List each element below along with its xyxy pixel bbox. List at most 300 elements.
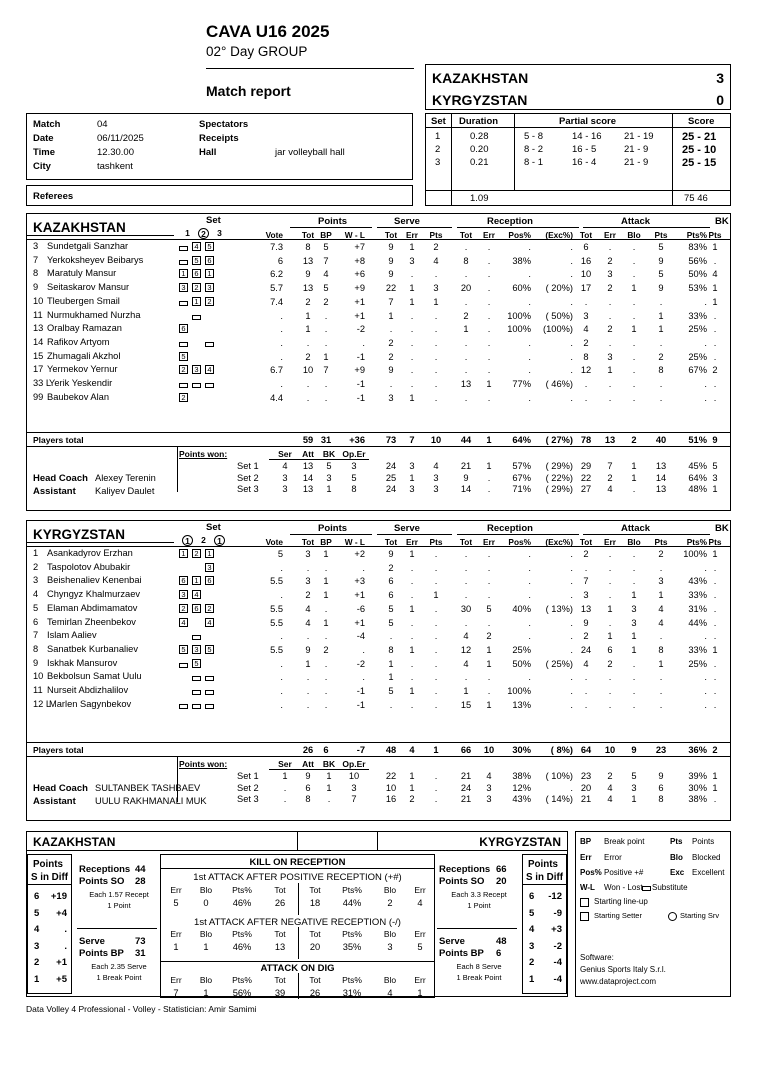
cell-stot: 9 <box>388 365 394 376</box>
cell-rpos: . <box>528 296 531 307</box>
setsum-label: Set 1 <box>237 771 259 781</box>
kill-col-header: Blo <box>383 975 397 985</box>
total-rexc: ( 27%) <box>545 435 573 445</box>
cell-rexc: . <box>570 631 573 642</box>
cell-spts: . <box>434 699 438 710</box>
cell-rtot: . <box>464 590 468 601</box>
cell-serr: . <box>410 699 414 710</box>
cell-serr: . <box>410 269 414 280</box>
cell-bk: 1 <box>712 549 718 559</box>
group-underline <box>290 534 372 535</box>
col-header-ablo: Blo <box>627 537 641 547</box>
cell-tot: . <box>306 672 310 683</box>
setsum-header-op: Op.Er <box>342 759 366 769</box>
cell-spts: . <box>434 672 438 683</box>
right-pbp: 6 <box>496 948 502 959</box>
cell-rerr: . <box>487 283 491 294</box>
set-col-header: Set <box>206 215 221 226</box>
setsum-cell-atot: 27 <box>580 484 592 494</box>
assistant-label: Assistant <box>33 796 76 807</box>
setsum-cell-stot: 22 <box>385 771 397 781</box>
lineup-position: 3 <box>205 283 214 292</box>
cell-rpos: . <box>528 269 531 280</box>
total-ablo: 9 <box>631 745 637 755</box>
cell-spts: . <box>434 310 438 321</box>
cell-vote: 7.4 <box>270 296 283 307</box>
cell-apct: 25% <box>688 324 707 335</box>
cell-rerr: . <box>487 269 491 280</box>
setsum-op: 8 <box>351 484 357 494</box>
cell-rtot: . <box>464 242 468 252</box>
total-tot: 59 <box>302 435 314 445</box>
lineup-position: 3 <box>192 645 201 654</box>
cell-apct: 56% <box>688 255 707 266</box>
cell-wl: +1 <box>354 590 365 601</box>
player-name: Sundetgali Sanzhar <box>47 241 129 251</box>
setsum-cell-rexc: . <box>570 782 573 793</box>
substitute-icon <box>179 342 188 347</box>
cell-aerr: 2 <box>607 255 613 266</box>
lineup-position: 1 <box>192 297 201 306</box>
cell-bp: 4 <box>323 269 329 280</box>
cell-atot: . <box>584 296 588 307</box>
result-team-b: KYRGYZSTAN <box>432 92 528 108</box>
kill-value-neg: 3 <box>387 942 393 952</box>
set-score: 25 - 21 <box>682 131 717 143</box>
cell-aerr: . <box>608 337 612 348</box>
player-number: 4 <box>33 589 39 600</box>
lineup-position: 3 <box>179 590 188 599</box>
cell-rerr: . <box>487 296 491 307</box>
cell-bk: . <box>713 617 717 628</box>
cell-vote: . <box>280 686 283 696</box>
lineup-position: 2 <box>192 283 201 292</box>
cell-aerr: 6 <box>607 644 613 655</box>
rotation-diff: -4 <box>553 973 562 985</box>
cell-apts: 5 <box>658 242 664 252</box>
player-name: Sanatbek Kurbanaliev <box>47 643 138 654</box>
cell-tot: . <box>306 562 310 573</box>
player-number: 9 <box>33 282 39 293</box>
cell-spts: 4 <box>433 255 439 266</box>
bk-group-header: BK <box>715 216 729 227</box>
cell-rerr: 5 <box>486 603 492 614</box>
sets-table <box>425 113 731 206</box>
kill-col-header: Err <box>170 929 182 939</box>
cell-aerr: . <box>608 686 612 696</box>
substitute-icon <box>205 704 214 709</box>
cell-rtot: . <box>464 392 468 403</box>
rotation-diff: -9 <box>553 907 562 919</box>
cell-apct: 33% <box>688 644 707 655</box>
cell-aerr: . <box>608 576 612 587</box>
cell-aerr: . <box>608 379 612 389</box>
right-pso-label: Points SO <box>439 876 485 887</box>
player-name: Elaman Abdimamatov <box>47 602 138 613</box>
setsum-cell-apts: 8 <box>658 794 664 804</box>
rotation-set: 5 <box>529 907 535 919</box>
rotation-set: 1 <box>34 973 40 985</box>
legend-item: Pts Points <box>670 837 715 846</box>
set-score: 25 - 15 <box>682 157 717 169</box>
lineup-position: 6 <box>192 269 201 278</box>
duration-header: Duration <box>459 116 499 127</box>
cell-rtot: 1 <box>463 324 469 335</box>
substitute-icon <box>179 246 188 251</box>
cell-tot: 3 <box>305 576 311 587</box>
setsum-cell-aerr: 4 <box>607 484 613 494</box>
lineup-position: 2 <box>192 549 201 558</box>
cell-apts: 2 <box>658 549 664 559</box>
cell-tot: 1 <box>305 324 311 335</box>
cell-rtot: . <box>464 351 468 362</box>
setsum-cell-aerr: 4 <box>607 782 613 793</box>
cell-aerr: 1 <box>607 631 613 642</box>
total-ablo: 2 <box>631 435 637 445</box>
setsum-cell-ablo: 5 <box>631 771 637 781</box>
legend-item: Pos% Positive +# <box>580 868 644 877</box>
set-partial-2: 16 - 4 <box>572 157 597 168</box>
match-time: 12.30.00 <box>97 147 134 158</box>
cell-apct: . <box>704 631 707 642</box>
col-header-wl: W - L <box>344 230 365 240</box>
rotation-diff: +4 <box>56 907 67 919</box>
right-rotation <box>522 854 567 994</box>
kill-col-header: Blo <box>199 885 213 895</box>
cell-serr: 1 <box>409 644 415 655</box>
cell-ablo: . <box>632 337 636 348</box>
cell-wl: +7 <box>354 242 365 252</box>
cell-stot: 5 <box>388 603 394 614</box>
col-header-bp: BP <box>320 230 332 240</box>
cell-rpos: . <box>528 242 531 252</box>
cell-rtot: 8 <box>463 255 469 266</box>
substitute-icon <box>192 383 201 388</box>
player-name: Zhumagali Akzhol <box>47 350 121 361</box>
cell-stot: . <box>389 379 393 389</box>
cell-atot: 6 <box>583 242 589 252</box>
col-header-apts: Pts <box>654 230 668 240</box>
setsum-cell-apct: 30% <box>688 782 707 793</box>
setsum-cell-bk: 3 <box>712 472 718 483</box>
total-rpos: 64% <box>512 435 531 445</box>
cell-tot: 1 <box>305 310 311 321</box>
cell-apts: . <box>659 631 663 642</box>
group-underline <box>457 227 579 228</box>
cell-atot: . <box>584 562 588 573</box>
right-each-rec2: 1 Point <box>467 901 491 910</box>
cell-stot: 22 <box>385 283 397 294</box>
cell-wl: . <box>362 562 365 573</box>
cell-bp: . <box>324 631 328 642</box>
cell-bp: . <box>324 699 328 710</box>
setsum-header-bk: BK <box>322 449 336 459</box>
cell-rexc: . <box>570 242 573 252</box>
cell-rtot: . <box>464 617 468 628</box>
cell-rpos: 50% <box>512 658 531 669</box>
set-partial-1: 8 - 1 <box>524 157 544 168</box>
kill-value-neg: 5 <box>417 942 423 952</box>
cell-rerr: 1 <box>486 379 492 389</box>
cell-vote: . <box>280 337 283 348</box>
cell-stot: 7 <box>388 296 394 307</box>
kill-value-pos: 0 <box>203 898 209 908</box>
set-partial-1: 5 - 8 <box>524 131 544 142</box>
col-header-vote: Vote <box>265 230 283 240</box>
player-number: 7 <box>33 254 39 265</box>
cell-apts: 9 <box>658 255 664 266</box>
cell-spts: . <box>434 351 438 362</box>
cell-ablo: . <box>632 686 636 696</box>
setsum-cell-apct: 38% <box>688 794 707 804</box>
players-total-label: Players total <box>33 435 84 445</box>
match-label: Match <box>33 119 61 130</box>
player-name: Rafikov Artyom <box>47 336 110 347</box>
cell-bp: . <box>324 324 328 335</box>
cell-rexc: . <box>570 392 573 403</box>
left-each-rec: Each 1.57 Recept <box>89 890 149 899</box>
rotation-diff: -2 <box>553 940 562 952</box>
legend-item: Err Error <box>580 853 622 862</box>
substitute-icon <box>192 690 201 695</box>
cell-apts: 2 <box>658 351 664 362</box>
setsum-op: 7 <box>351 794 357 804</box>
kill-pos-title: 1st ATTACK AFTER POSITIVE RECEPTION (+#) <box>193 872 402 883</box>
setsum-cell-stot: 16 <box>385 794 397 804</box>
cell-atot: 4 <box>583 324 589 335</box>
bottom-team-a: KAZAKHSTAN <box>33 835 116 849</box>
cell-tot: 2 <box>305 351 311 362</box>
player-number: 15 <box>33 350 44 361</box>
cell-apts: 9 <box>658 283 664 294</box>
setsum-cell-apts: 14 <box>655 472 667 483</box>
rotation-set: 5 <box>34 907 40 919</box>
totals-line <box>27 432 730 433</box>
lineup-position: 5 <box>179 352 188 361</box>
cell-rtot: 12 <box>460 644 472 655</box>
setsum-cell-rtot: 24 <box>460 782 472 793</box>
kill-value-pos: 18 <box>309 898 321 908</box>
score-header: Score <box>688 116 715 127</box>
kill-value-neg: 20 <box>309 942 321 952</box>
set-partial-1: 8 - 2 <box>524 144 544 155</box>
col-header-ablo: Blo <box>627 230 641 240</box>
cell-ablo: . <box>632 392 636 403</box>
setsum-op: 3 <box>351 782 357 793</box>
cell-atot: 24 <box>580 644 592 655</box>
points-group-header: Points <box>318 216 348 227</box>
kill-value-pos: 46% <box>232 898 252 908</box>
cell-apct: 50% <box>688 269 707 280</box>
team-a-stats <box>26 213 731 511</box>
points-group-header: Points <box>318 523 348 534</box>
cell-apct: 31% <box>688 603 707 614</box>
substitute-icon <box>179 260 188 265</box>
player-number: 3 <box>33 241 39 251</box>
cell-serr: . <box>410 631 414 642</box>
cell-rpos: . <box>528 672 531 683</box>
cell-stot: 2 <box>388 562 394 573</box>
result-box <box>425 64 731 110</box>
cell-apts: 3 <box>658 576 664 587</box>
cell-apct: . <box>704 686 707 696</box>
cell-spts: . <box>434 365 438 376</box>
cell-wl: +8 <box>354 255 365 266</box>
setsum-bk: 1 <box>326 782 332 793</box>
kill-col-header: Err <box>170 885 182 895</box>
lineup-position: 5 <box>192 256 201 265</box>
cell-rpos: 38% <box>512 255 531 266</box>
kill-col-header: Tot <box>274 885 286 895</box>
total-aerr: 13 <box>604 435 616 445</box>
attack-group-header: Attack <box>621 523 651 534</box>
cell-apts: 4 <box>658 617 664 628</box>
col-header-apct: Pts% <box>686 537 707 547</box>
cell-rerr: . <box>487 324 491 335</box>
match-city: tashkent <box>97 161 133 172</box>
cell-apts: . <box>659 672 663 683</box>
cell-tot: . <box>306 337 310 348</box>
players-total-label: Players total <box>33 745 84 755</box>
setsum-cell-rtot: 21 <box>460 771 472 781</box>
cell-aerr: . <box>608 310 612 321</box>
set-number: 2 <box>435 144 441 155</box>
setsum-cell-rerr: 1 <box>486 461 492 471</box>
cell-apts: 5 <box>658 269 664 280</box>
cell-wl: +9 <box>354 283 365 294</box>
cell-rtot: . <box>464 672 468 683</box>
cell-vote: . <box>280 699 283 710</box>
setsum-cell-apct: 39% <box>688 771 707 781</box>
lineup-position: 6 <box>192 604 201 613</box>
cell-apct: 25% <box>688 658 707 669</box>
setsum-cell-rexc: ( 29%) <box>545 484 573 494</box>
setsum-cell-ablo: 1 <box>631 794 637 804</box>
cell-rexc: . <box>570 365 573 376</box>
cell-apct: 25% <box>688 351 707 362</box>
cell-apct: 53% <box>688 283 707 294</box>
player-number: 2 <box>33 561 39 572</box>
right-pso: 20 <box>496 876 507 887</box>
kill-col-header: Tot <box>309 929 321 939</box>
cell-rexc: ( 46%) <box>545 379 573 389</box>
player-name: Chyngyz Khalmurzaev <box>47 589 141 600</box>
total-aerr: 10 <box>604 745 616 755</box>
cell-rpos: 25% <box>512 644 531 655</box>
cell-ablo: . <box>632 549 636 559</box>
setsum-cell-stot: 10 <box>385 782 397 793</box>
kill-col-header: Pts% <box>342 975 362 985</box>
cell-bk: . <box>713 379 717 389</box>
setsum-cell-apct: 45% <box>688 461 707 471</box>
head-coach-name: Alexey Terenin <box>95 473 156 483</box>
cell-rerr: . <box>487 351 491 362</box>
cell-vote: . <box>280 324 283 335</box>
player-number: 11 <box>33 685 43 695</box>
cell-bk: . <box>713 392 717 403</box>
cell-tot: 4 <box>305 603 311 614</box>
kill-value-pos: 44% <box>342 898 362 908</box>
lineup-position: 3 <box>192 365 201 374</box>
lineup-position: 2 <box>205 297 214 306</box>
cell-rerr: . <box>487 576 491 587</box>
total-bk: 9 <box>712 435 718 445</box>
setsum-cell-aerr: 2 <box>607 771 613 781</box>
col-header-stot: Tot <box>384 537 398 547</box>
cell-apts: . <box>659 392 663 403</box>
cell-tot: 4 <box>305 617 311 628</box>
substitute-icon <box>179 704 188 709</box>
cell-rtot: . <box>464 576 468 587</box>
cell-atot: 9 <box>583 617 589 628</box>
setsum-header-att: Att <box>302 449 314 459</box>
cell-bk: . <box>713 590 717 601</box>
points-won-label: Points won: <box>179 759 228 769</box>
team-name: KYRGYZSTAN <box>33 527 126 542</box>
substitute-icon <box>205 342 214 347</box>
player-name: Taspolotov Abubakir <box>47 561 131 572</box>
setsum-ser: 3 <box>282 484 288 494</box>
event-subtitle: 02° Day GROUP <box>206 44 308 59</box>
cell-serr: 3 <box>409 255 415 266</box>
cell-apct: 100% <box>683 549 707 559</box>
cell-apts: 4 <box>658 603 664 614</box>
total-bp: 6 <box>323 745 329 755</box>
left-serve-label: Serve <box>79 936 105 947</box>
setsum-top-right <box>177 756 730 757</box>
cell-bk: . <box>713 351 717 362</box>
cell-rtot: 4 <box>463 658 469 669</box>
cell-ablo: . <box>632 310 636 321</box>
cell-vote: 5.5 <box>270 603 283 614</box>
cell-atot: . <box>584 379 588 389</box>
cell-serr: . <box>410 562 414 573</box>
setsum-op: 5 <box>351 472 357 483</box>
kill-value-dig: 56% <box>232 988 252 998</box>
cell-rexc: . <box>570 549 573 559</box>
cell-rexc: . <box>570 296 573 307</box>
cell-rpos: 13% <box>512 699 531 710</box>
set-number: 1 <box>435 131 441 142</box>
left-each-srv: Each 2.35 Serve <box>91 962 147 971</box>
lineup-position: 5 <box>205 242 214 251</box>
set-partial-3: 21 - 19 <box>624 131 654 142</box>
setsum-cell-spts: . <box>434 771 438 781</box>
cell-ablo: 3 <box>631 617 637 628</box>
left-pbp: 31 <box>135 948 146 959</box>
cell-tot: 13 <box>302 283 314 294</box>
cell-bk: . <box>713 562 717 573</box>
cell-ablo: . <box>632 699 636 710</box>
cell-stot: 2 <box>388 351 394 362</box>
col-header-bk: Pts <box>708 537 722 547</box>
cell-apts: 8 <box>658 365 664 376</box>
group-underline <box>377 534 452 535</box>
cell-ablo: . <box>632 255 636 266</box>
total-rexc: ( 8%) <box>550 745 573 755</box>
cell-tot: . <box>306 631 310 642</box>
cell-ablo: 1 <box>631 283 637 294</box>
substitute-icon <box>205 690 214 695</box>
cell-wl: +6 <box>354 269 365 280</box>
rotation-diff: -4 <box>553 957 562 968</box>
header-line <box>27 239 730 240</box>
setsum-bk: . <box>327 794 331 804</box>
cell-vote: . <box>280 379 283 389</box>
total-score: 75 46 <box>684 193 708 204</box>
cell-rpos: 40% <box>512 603 531 614</box>
kill-col-header: Blo <box>199 975 213 985</box>
